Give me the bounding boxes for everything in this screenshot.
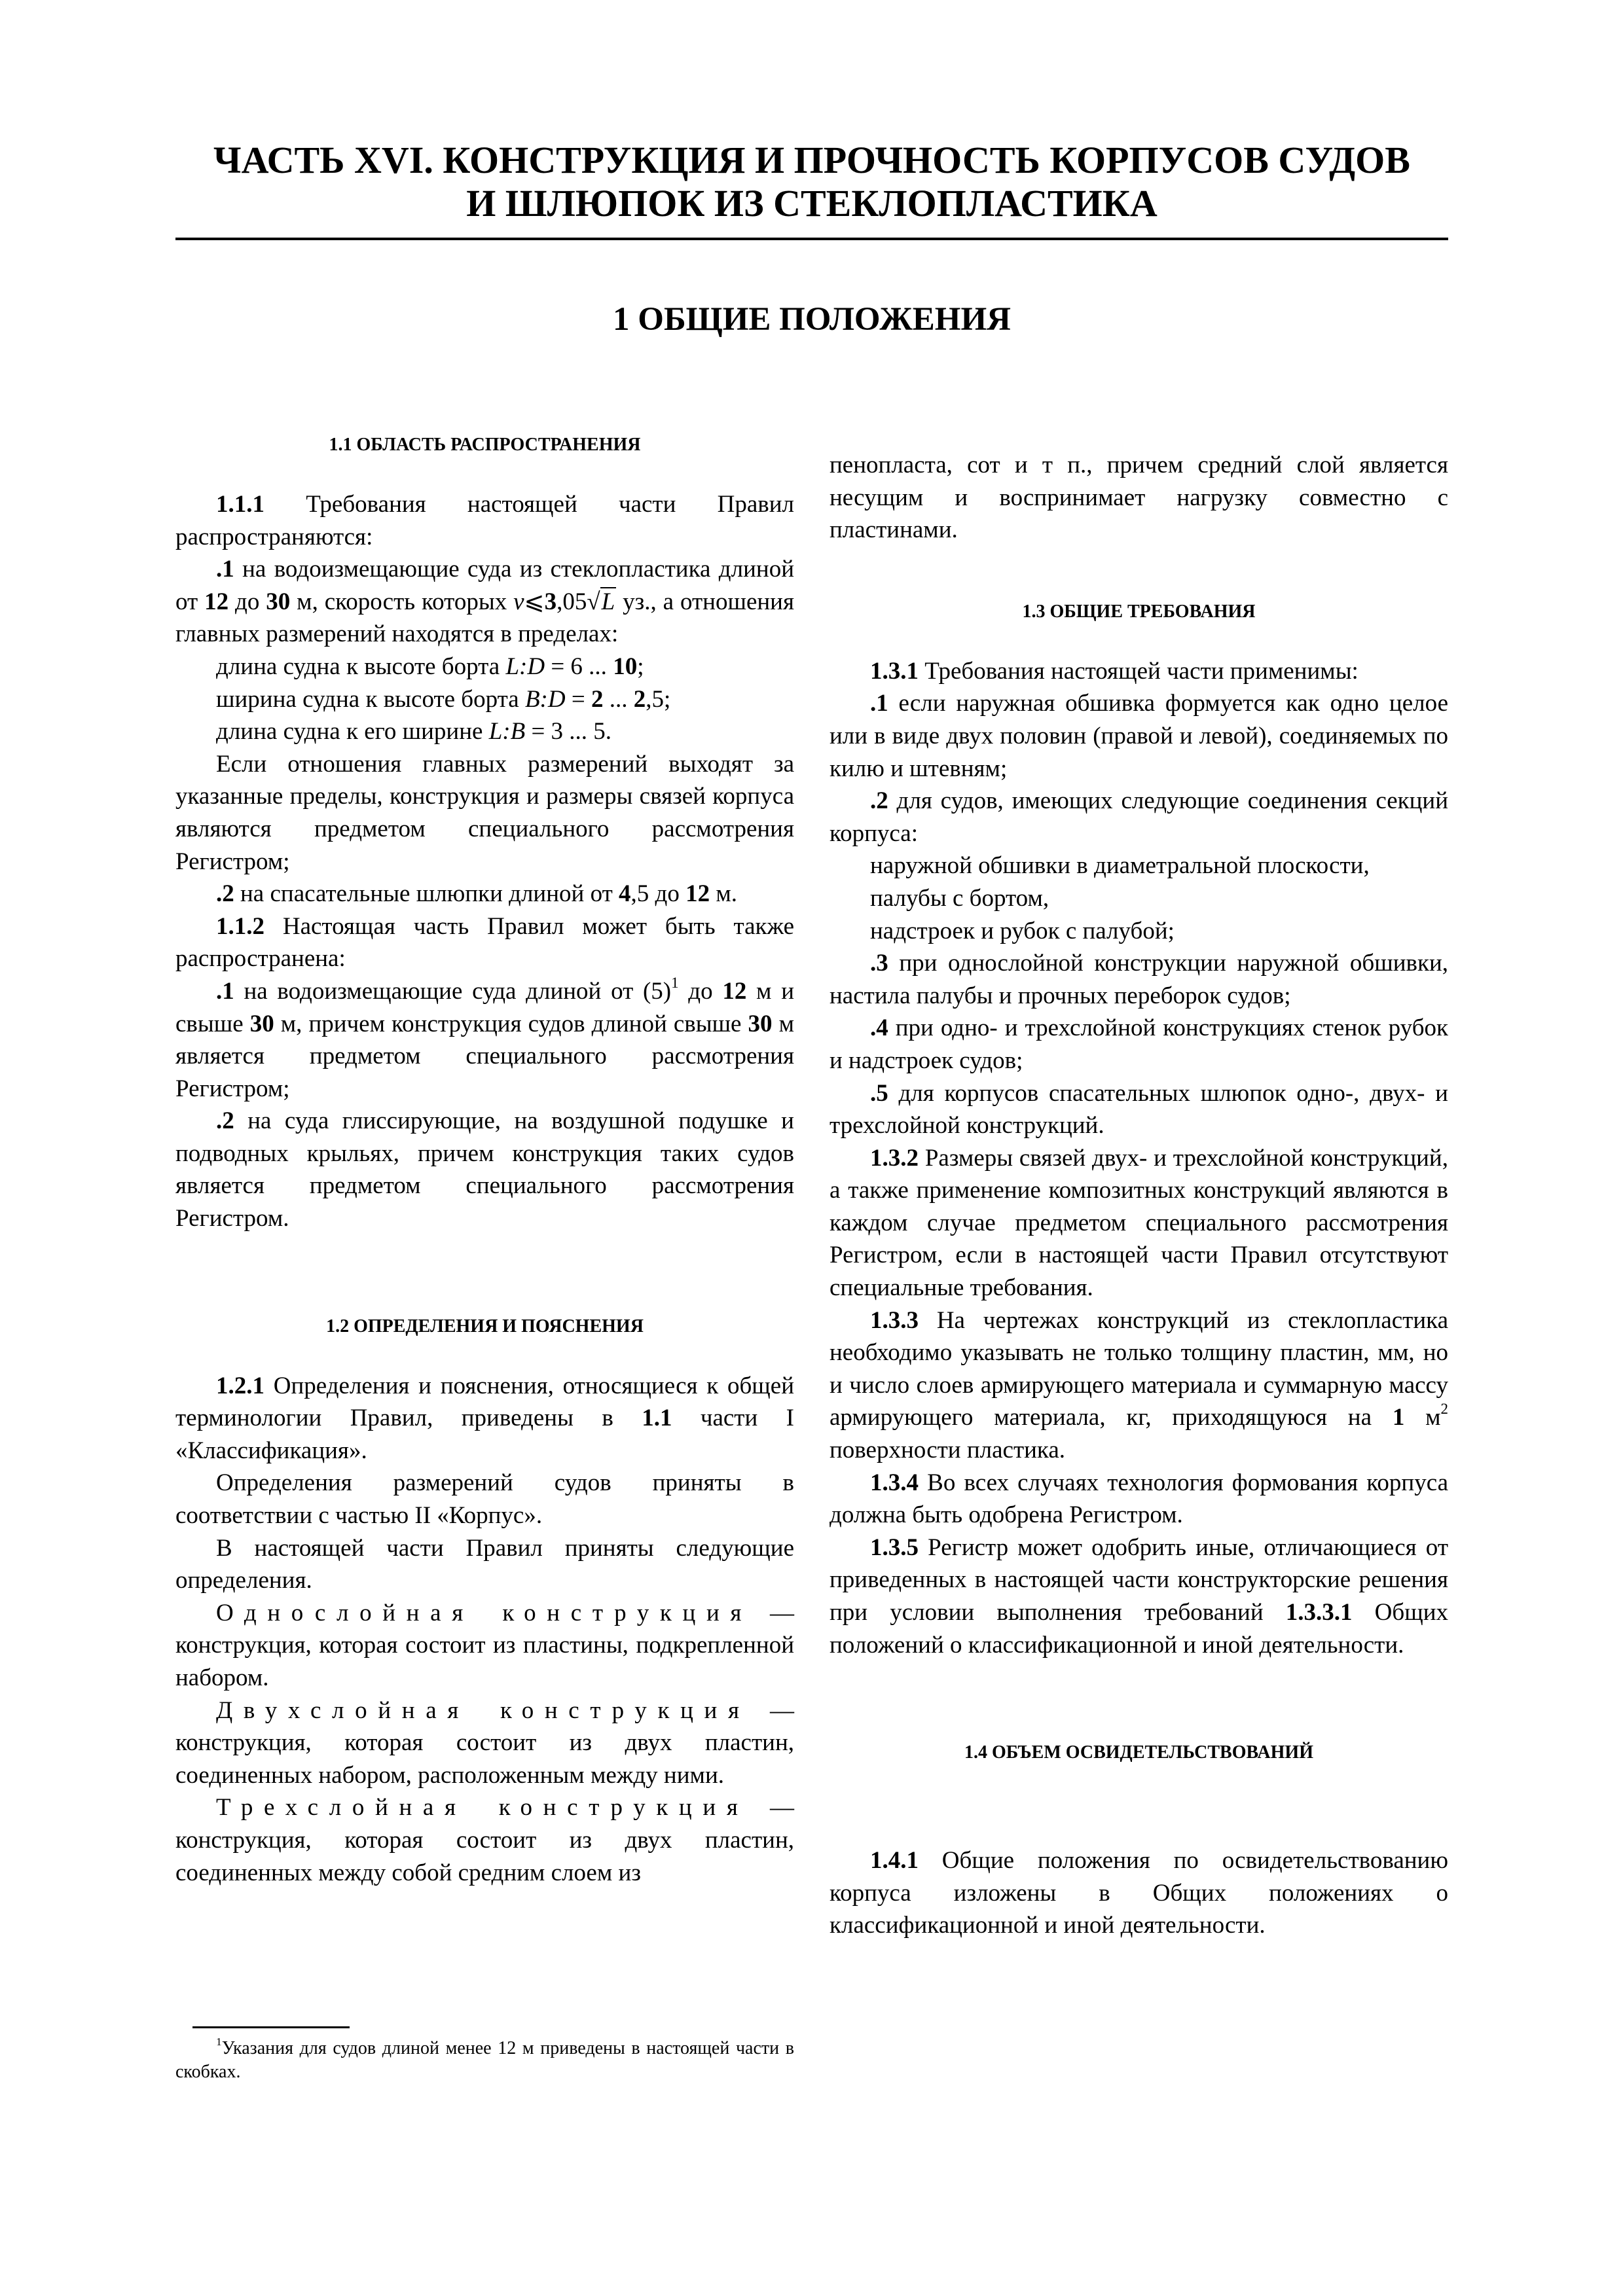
part-title-line-1: ЧАСТЬ XVI. КОНСТРУКЦИЯ И ПРОЧНОСТЬ КОРПУСОВ СУДОВ	[213, 139, 1410, 181]
item-text: при однослойной конструкции наружной обшивки, настила палубы и прочных переборок судов;	[830, 950, 1448, 1009]
paragraph-1-3-4	[830, 1467, 1448, 1532]
item-text: м.	[710, 880, 738, 908]
item-text: для корпусов спасательных шлюпок одно-, двух- и трехслойной конструкций.	[830, 1079, 1448, 1139]
ratio-label: длина судна к высоте борта	[216, 653, 506, 680]
ratio-expression: L:B	[488, 718, 526, 745]
ratio-expression: L:D	[505, 653, 545, 680]
item-1-3-1-2	[830, 785, 1448, 850]
clause-number: 1.3.5	[870, 1534, 919, 1561]
footnote-marker[interactable]: 1	[671, 974, 679, 991]
joint-superstructure: надстроек и рубок с палубой;	[870, 917, 1175, 944]
clause-number: 1.3.4	[870, 1469, 919, 1496]
speed-operator: ⩽	[524, 588, 545, 615]
cross-reference: 1.1	[642, 1405, 672, 1432]
area-value: 1	[1392, 1404, 1405, 1431]
item-1-1-2-1	[175, 975, 794, 1105]
clause-number: 1.2.1	[216, 1372, 264, 1399]
joint-deck: палубы с бортом,	[870, 884, 1049, 912]
item-number: .5	[870, 1079, 888, 1107]
paragraph-outside-limits: Если отношения главных размерений выходят за указанные пределы, конструкция и размеры связей корпуса являются предметом специального рассмотрения Регистром;	[175, 750, 794, 875]
item-1-1-1-1	[175, 553, 794, 651]
definition-single-skin	[175, 1597, 794, 1695]
item-number: .2	[870, 787, 888, 815]
footnote-number: 1	[216, 2035, 222, 2048]
item-text: на суда глиссирующие, на воздушной подушке и подводных крыльях, причем конструкция таких судов является предметом специального рассмотрения Регистром.	[175, 1107, 794, 1232]
clause-number: 1.3.1	[870, 657, 919, 685]
item-text: м и свыше	[175, 977, 794, 1037]
item-number: .3	[870, 950, 888, 977]
sqrt-argument: L	[601, 588, 615, 615]
item-number: .4	[870, 1014, 888, 1042]
paragraph-text: Общих положений о классификационной и иной деятельности.	[830, 1599, 1448, 1659]
definition-term: Двухслойная конструкция	[216, 1696, 750, 1724]
paragraph-text: части I «Классификация».	[175, 1405, 794, 1464]
right-column	[830, 449, 1448, 1942]
item-number: .1	[216, 556, 234, 583]
speed-variable: v	[513, 588, 524, 615]
speed-coefficient-frac: ,05	[556, 588, 587, 615]
ratio-label: ширина судна к высоте борта	[216, 685, 525, 713]
clause-number: 1.1.2	[216, 912, 264, 940]
paragraph-text: Требования настоящей части применимы:	[919, 657, 1359, 685]
item-text: на спасательные шлюпки длиной от	[234, 880, 619, 908]
item-text: м является предметом специального рассмотрения Регистром;	[175, 1010, 794, 1102]
ratio-max: 10	[613, 653, 638, 680]
ratio-range: =	[565, 685, 591, 713]
paragraph-text: Общие положения по освидетельствованию корпуса изложены в Общих положениях о классификационной и иной деятельности.	[830, 1847, 1448, 1939]
definition-term: Трехслойная конструкция	[216, 1794, 749, 1821]
item-number: .1	[870, 690, 888, 717]
item-text: до	[228, 588, 266, 615]
length-value: 12	[722, 977, 747, 1005]
ratio-line-3	[175, 715, 794, 748]
item-1-1-2-2	[175, 1105, 794, 1234]
paragraph-text: Определения и пояснения, относящиеся к общей терминологии Правил, приведены в	[175, 1372, 794, 1432]
part-title-line-2: И ШЛЮПОК ИЗ СТЕКЛОПЛАСТИКА	[466, 182, 1158, 224]
paragraph-1-3-1	[830, 655, 1448, 688]
definition-sandwich	[175, 1791, 794, 1889]
ratio-range: ...	[603, 685, 634, 713]
definition-text: — конструкция, которая состоит из пластины, подкрепленной набором.	[175, 1599, 794, 1691]
ratio-line-2	[175, 683, 794, 716]
left-column	[175, 432, 794, 1889]
item-1-3-1-4	[830, 1012, 1448, 1077]
paragraph-1-1-2	[175, 910, 794, 975]
paragraph-text: На чертежах конструкций из стеклопластика необходимо указывать не только толщину пластин, мм, но и число слоев армирующего материала и суммарную массу армирующего материала, кг, приходящуюся на	[830, 1306, 1448, 1431]
item-1-3-1-3	[830, 947, 1448, 1012]
item-text: ,5 до	[630, 880, 686, 908]
item-1-3-1-1	[830, 687, 1448, 785]
clause-number: 1.3.3	[870, 1306, 919, 1334]
paragraph-text: Размеры связей двух- и трехслойной конструкций, а также применение композитных конструкций являются в каждом случае предметом специального рассмотрения Регистром, если в настоящей части Правил отсутствуют специальные требования.	[830, 1144, 1448, 1302]
paragraph-text: поверхности пластика.	[830, 1437, 1066, 1464]
area-unit: м	[1404, 1404, 1441, 1431]
definition-double-skin	[175, 1695, 794, 1792]
item-number: .2	[216, 880, 234, 908]
clause-number: 1.3.2	[870, 1144, 919, 1172]
ratio-expression: B:D	[524, 685, 566, 713]
definition-term: Однослойная конструкция	[216, 1599, 753, 1626]
item-number: .1	[216, 977, 234, 1005]
paragraph-1-4-1	[830, 1844, 1448, 1942]
ratio-line-1	[175, 651, 794, 683]
item-text: для судов, имеющих следующие соединения секций корпуса:	[830, 787, 1448, 847]
item-text: до	[678, 977, 723, 1005]
ratio-end: ,5;	[646, 685, 671, 713]
joint-shell: наружной обшивки в диаметральной плоскости,	[870, 852, 1370, 880]
footnote	[175, 2037, 794, 2084]
cross-reference: 1.3.3.1	[1285, 1599, 1353, 1626]
heading-1-4: 1.4 ОБЪЕМ ОСВИДЕТЕЛЬСТВОВАНИЙ	[964, 1742, 1313, 1763]
ratio-range: = 3 ... 5.	[525, 718, 612, 745]
area-unit-exponent: 2	[1440, 1401, 1448, 1418]
heading-1-1: 1.1 ОБЛАСТЬ РАСПРОСТРАНЕНИЯ	[329, 435, 641, 455]
paragraph-text: Требования настоящей части Правил распространяются:	[175, 491, 794, 550]
item-text: при одно- и трехслойной конструкциях стенок рубок и надстроек судов;	[830, 1014, 1448, 1074]
paragraph-continuation: пенопласта, сот и т п., причем средний слой является несущим и воспринимает нагрузку совместно с пластинами.	[830, 452, 1448, 544]
item-1-3-1-5	[830, 1077, 1448, 1142]
paragraph-text: Во всех случаях технология формования корпуса должна быть одобрена Регистром.	[830, 1469, 1448, 1529]
heading-1-3: 1.3 ОБЩИЕ ТРЕБОВАНИЯ	[1022, 601, 1256, 622]
length-value: 30	[249, 1010, 274, 1037]
paragraph-text: Регистр может одобрить иные, отличающиеся от приведенных в настоящей части конструкторские решения при условии выполнения требований	[830, 1534, 1448, 1626]
item-text: м, скорость которых	[290, 588, 514, 615]
item-text: если наружная обшивка формуется как одно целое или в виде двух половин (правой и левой), соединяемых по килю и штевням;	[830, 690, 1448, 782]
definition-text: — конструкция, которая состоит из двух пластин, соединенных набором, расположенным между ними.	[175, 1696, 794, 1789]
paragraph-1-2-1	[175, 1370, 794, 1467]
paragraph-1-3-2	[830, 1142, 1448, 1304]
item-text: на водоизмещающие суда длиной от (5)	[234, 977, 672, 1005]
footnote-text: Указания для судов длиной менее 12 м приведены в настоящей части в скобках.	[175, 2038, 794, 2082]
footnote-rule	[192, 2026, 350, 2028]
length-max: 30	[266, 588, 291, 615]
paragraph-dimensions: Определения размерений судов приняты в соответствии с частью II «Корпус».	[175, 1469, 794, 1530]
item-number: .2	[216, 1107, 234, 1135]
title-rule	[175, 238, 1448, 240]
item-text: м, причем конструкция судов длиной свыше	[274, 1010, 748, 1037]
ratio-range: = 6 ...	[545, 653, 613, 680]
length-min: 12	[204, 588, 229, 615]
length-value: 30	[748, 1010, 773, 1037]
length-min: 4	[619, 880, 631, 908]
item-text: на водоизмещающие суда из стеклопластика длиной от	[175, 556, 794, 615]
definition-text: — конструкция, которая состоит из двух пластин, соединенных между собой средним слоем из	[175, 1794, 794, 1886]
paragraph-text: Настоящая часть Правил может быть также распространена:	[175, 912, 794, 973]
part-title	[183, 139, 1440, 225]
paragraph-1-3-3	[830, 1304, 1448, 1467]
heading-1-2: 1.2 ОПРЕДЕЛЕНИЯ И ПОЯСНЕНИЯ	[326, 1316, 644, 1336]
paragraph-1-1-1	[175, 488, 794, 553]
item-1-1-1-2	[175, 878, 794, 910]
ratio-end: ;	[637, 653, 644, 680]
ratio-min: 2	[591, 685, 604, 713]
ratio-max: 2	[633, 685, 646, 713]
sqrt-sign-icon: √	[587, 588, 600, 615]
paragraph-1-3-5	[830, 1532, 1448, 1661]
item-text: уз., а отношения главных размерений находятся в пределах:	[175, 588, 794, 648]
length-max: 12	[685, 880, 710, 908]
paragraph-definitions-intro: В настоящей части Правил приняты следующие определения.	[175, 1534, 794, 1594]
ratio-label: длина судна к его ширине	[216, 718, 489, 745]
section-title: 1 ОБЩИЕ ПОЛОЖЕНИЯ	[613, 301, 1011, 338]
clause-number: 1.4.1	[870, 1847, 919, 1874]
clause-number: 1.1.1	[216, 491, 264, 518]
speed-coefficient-int: 3	[544, 588, 557, 615]
